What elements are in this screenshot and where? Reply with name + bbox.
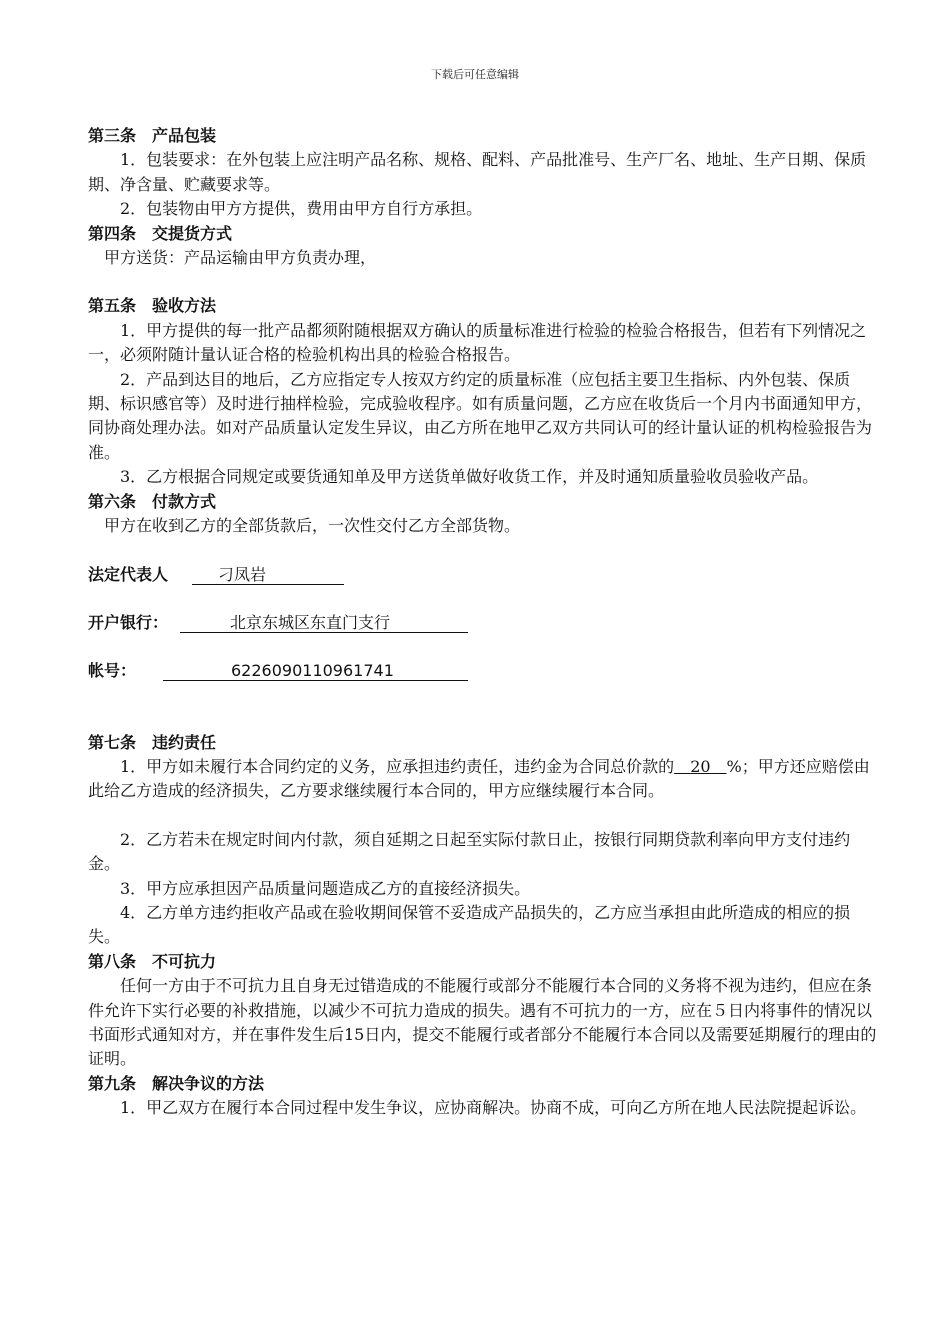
spacer <box>88 707 878 731</box>
article-8-title: 第八条 不可抗力 <box>88 951 217 971</box>
article-7-clause-1-tail: %；甲方还应赔偿由此给乙方造成的经济损失，乙方要求继续履行本合同的，甲方应继续履行本合同。 <box>88 756 870 801</box>
article-5-clause-2: 2．产品到达目的地后，乙方应指定专人按双方约定的质量标准（应包括主要卫生指标、内外包装、保质期、标识感官等）及时进行抽样检验，完成验收程序。如有质量问题，乙方应在收货后一个月内书面通知甲方，同协商处理办法。如对产品质量认定发生异议，由乙方所在地甲乙双方共同认可的经计量认证的机构检验报告为准。 <box>88 369 873 462</box>
penalty-rate-blank <box>674 757 726 776</box>
penalty-rate-value: 20 <box>690 756 711 776</box>
spacer <box>88 683 878 707</box>
contract-body <box>88 124 878 1121</box>
article-7-clause-2: 2．乙方若未在规定时间内付款，须自延期之日起至实际付款日止，按银行同期贷款利率向甲方支付违约金。 <box>88 829 851 874</box>
legal-representative-field <box>88 563 878 587</box>
article-5-title: 第五条 验收方法 <box>88 296 217 316</box>
bank-field <box>88 611 878 635</box>
spacer <box>88 270 878 294</box>
article-7-clause-1 <box>88 755 878 804</box>
article-9-title: 第九条 解决争议的方法 <box>88 1073 265 1093</box>
article-6-clause-1: 甲方在收到乙方的全部货款后，一次性交付乙方全部货物。 <box>104 516 521 536</box>
account-label: 帐号： <box>88 660 137 680</box>
article-8-clause-1: 任何一方由于不可抗力且自身无过错造成的不能履行或部分不能履行本合同的义务将不视为违约，但应在条件允许下实行必要的补救措施，以减少不可抗力造成的损失。遇有不可抗力的一方，应在５日内将事件的情况以书面形式通知对方，并在事件发生后15日内，提交不能履行或者部分不能履行本合同以及需要延期履行的理由的证明。 <box>88 976 877 1069</box>
bank-label: 开户银行： <box>88 612 169 632</box>
article-3-clause-2: 2．包装物由甲方方提供，费用由甲方自行方承担。 <box>120 199 483 219</box>
article-7-clause-4: 4．乙方单方违约拒收产品或在验收期间保管不妥造成产品损失的，乙方应当承担由此所造成的相应的损失。 <box>88 902 851 947</box>
article-7-clause-1-text: 1．甲方如未履行本合同约定的义务，应承担违约责任，违约金为合同总价款的 <box>120 756 675 776</box>
spacer <box>88 539 878 563</box>
legal-representative-label: 法定代表人 <box>88 564 169 584</box>
bank-value: 北京东城区东直门支行 <box>180 611 468 633</box>
article-4-clause-1: 甲方送货：产品运输由甲方负责办理， <box>104 248 377 268</box>
article-6-title: 第六条 付款方式 <box>88 491 217 511</box>
article-3-title: 第三条 产品包装 <box>88 126 217 145</box>
spacer <box>88 804 878 828</box>
account-value: 6226090110961741 <box>163 659 468 681</box>
account-field <box>88 659 878 683</box>
spacer <box>88 587 878 611</box>
spacer <box>88 635 878 659</box>
article-9-clause-1: 1．甲乙双方在履行本合同过程中发生争议，应协商解决。协商不成，可向乙方所在地人民法院提起诉讼。 <box>120 1098 867 1118</box>
article-4-title: 第四条 交提货方式 <box>88 223 233 243</box>
legal-representative-value: 刁凤岩 <box>192 563 344 585</box>
article-7-clause-3: 3．甲方应承担因产品质量问题造成乙方的直接经济损失。 <box>120 878 531 898</box>
article-5-clause-3: 3．乙方根据合同规定或要货通知单及甲方送货单做好收货工作，并及时通知质量验收员验收产品。 <box>120 467 819 487</box>
article-7-title: 第七条 违约责任 <box>88 732 217 752</box>
page-header: 下载后可任意编辑 <box>431 68 519 81</box>
article-3-clause-1: 1．包装要求：在外包装上应注明产品名称、规格、配料、产品批准号、生产厂名、地址、生产日期、保质期、净含量、贮藏要求等。 <box>88 150 867 194</box>
article-5-clause-1: 1．甲方提供的每一批产品都须附随根据双方确认的质量标准进行检验的检验合格报告，但若有下列情况之一，必须附随计量认证合格的检验机构出具的检验合格报告。 <box>88 320 867 365</box>
